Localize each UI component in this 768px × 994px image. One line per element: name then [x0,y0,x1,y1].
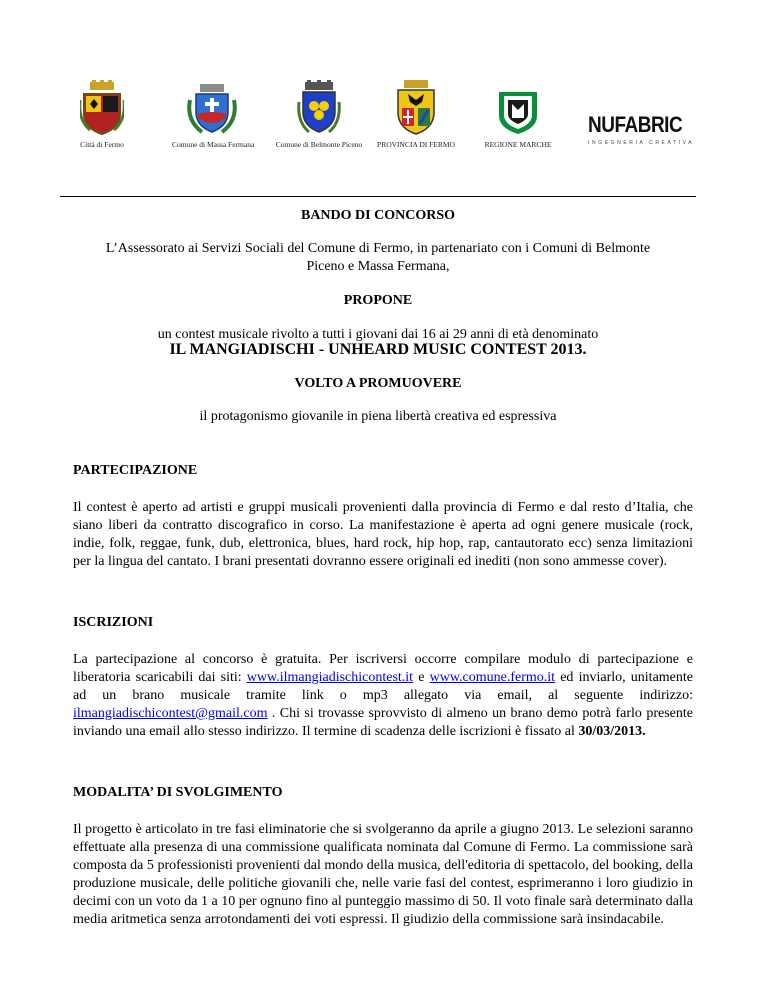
protagonismo-line: il protagonismo giovanile in piena libertà creativa ed espressiva [199,409,557,424]
logo-caption: Comune di Massa Fermana [172,140,255,149]
iscrizioni-text-b: e [413,670,430,685]
section-heading-partecipazione: PARTECIPAZIONE [73,463,198,478]
belmonte-crest-icon [297,80,341,136]
modalita-text: Il progetto è articolato in tre fasi eliminatorie che si svolgeranno da aprile a giugno 2013. Le selezioni saranno effettuate alla presenza di una commissione qualificata nominata dal Comune di Fermo. La commissione sarà composta da 5 professionisti provenienti dal mondo della musica, dell'editoria di spettacolo, del booking, della produzione musicale, delle politiche giovanili che, nelle varie fasi del contest, esprimeranno i loro giudizio in decimi con un voto da 1 a 10 per ognuno fino al punteggio massimo di 50. Il voto finale sarà determinato dalla media aritmetica senza arrotondamenti dei voti espressi. Il giudizio della commissione sarà insindacabile. [73,822,693,927]
nufabric-logo [588,113,695,146]
logo-caption: PROVINCIA DI FERMO [377,140,455,149]
brand-name: NUFABRIC [588,113,683,138]
intro-line-2: Piceno e Massa Fermana, [306,259,450,274]
intro [60,240,696,276]
email-link[interactable]: ilmangiadischicontest@gmail.com [73,706,268,721]
document-title: BANDO DI CONCORSO [300,208,455,223]
logo-caption: Comune di Belmonte Piceno [275,140,363,149]
massa-fermana-crest-icon [184,80,240,136]
propone-heading: PROPONE [343,293,413,308]
logo-caption: REGIONE MARCHE [484,140,552,149]
intro-line-1: L’Assessorato ai Servizi Sociali del Comune di Fermo, in partenariato con i Comuni di Belmonte [105,241,651,256]
contest-name: IL MANGIADISCHI - UNHEARD MUSIC CONTEST 2013. [169,341,587,358]
volto-heading: VOLTO A PROMUOVERE [294,376,462,391]
provincia-crest-icon [394,80,438,136]
regione-marche-logo-icon [495,80,541,136]
iscrizioni-text-a: La partecipazione al concorso è gratuita. Per iscriversi occorre compilare modulo di partecipazione e liberatoria scaricabili dai siti: [73,652,693,685]
logo-strip [60,80,700,160]
section-heading-iscrizioni: ISCRIZIONI [73,615,154,630]
logo-regione-marche [478,80,558,149]
section-heading-modalita: MODALITA’ DI SVOLGIMENTO [73,785,283,800]
logo-fermo [72,80,132,149]
logo-provincia [376,80,456,149]
partecipazione-text: Il contest è aperto ad artisti e gruppi musicali provenienti dalla provincia di Fermo e dal resto d’Italia, che siano liberi da contratto discografico in corso. La manifestazione è aperta ad ogni genere musicale (rock, indie, folk, reggae, funk, dub, elettronica, blues, hard rock, hip hop, rap, cantautorato ecc) senza limitazioni per la lingua del cantato. I brani presentati dovranno essere originali ed inediti (non sono ammesse cover). [73,500,693,569]
link-ilmangiadischicontest[interactable]: www.ilmangiadischicontest.it [246,670,414,685]
link-comune-fermo[interactable]: www.comune.fermo.it [429,670,556,685]
iscrizioni-text [73,651,693,741]
contest-description: un contest musicale rivolto a tutti i giovani dai 16 ai 29 anni di età denominato [157,327,599,342]
logo-massa-fermana [172,80,255,149]
deadline-date: 30/03/2013. [578,724,646,739]
fermo-crest-icon [80,80,124,136]
header-divider [60,196,696,197]
iscrizioni-text-c: ed inviarlo, unitamente ad un brano musicale tramite link o mp3 allegato via email, al seguente indirizzo: [73,670,693,703]
brand-tagline: INGEGNERIA CREATIVA [588,140,695,146]
logo-belmonte [274,80,364,149]
iscrizioni-text-d: . Chi si trovasse sprovvisto di almeno un brano demo potrà farlo presente inviando una email allo stesso indirizzo. Il termine di scadenza delle iscrizioni è fissato al [73,706,693,739]
logo-caption: Città di Fermo [80,140,124,149]
